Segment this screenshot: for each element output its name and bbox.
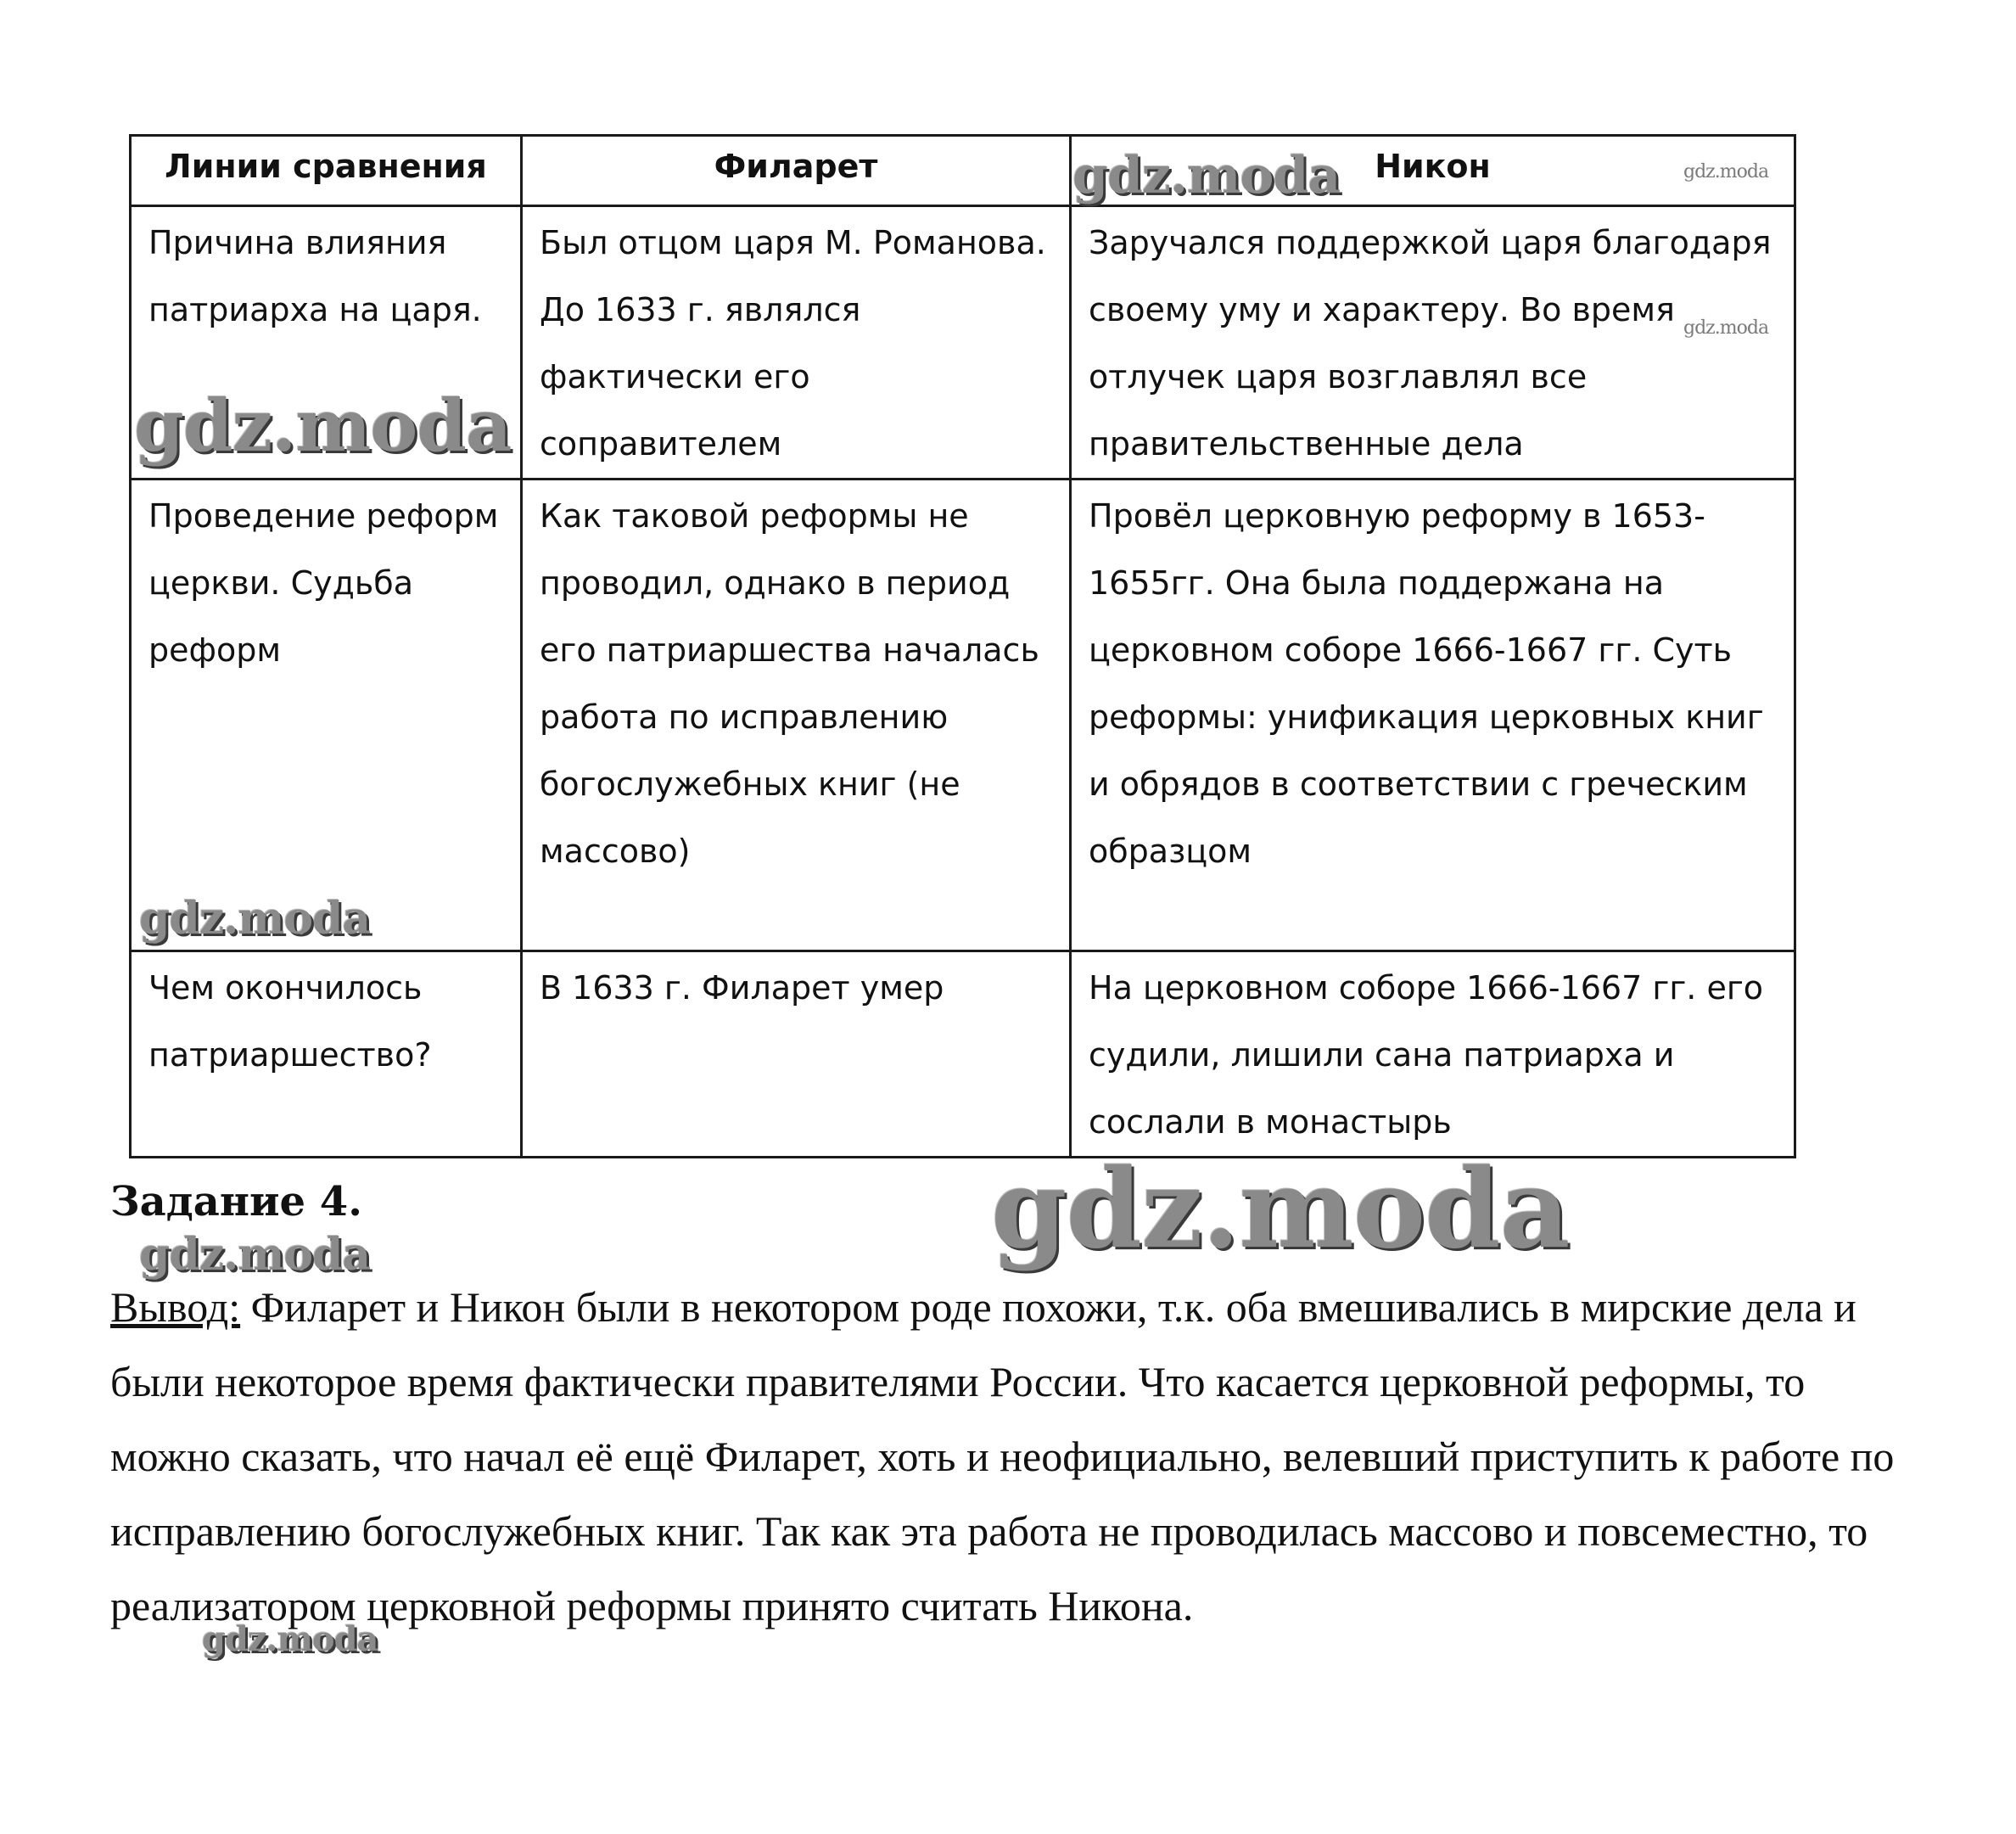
table-header-row <box>131 136 1795 206</box>
nikon-cell <box>1071 480 1795 951</box>
nikon-cell <box>1071 951 1795 1158</box>
header-nikon: Никон <box>1071 136 1795 206</box>
conclusion-label: Вывод: <box>110 1283 241 1331</box>
watermark: gdz.moda <box>1683 317 1769 339</box>
filaret-text: Был отцом царя М. Романова. До 1633 г. являлся фактически его соправителем <box>540 224 1046 463</box>
watermark: gdz.moda <box>991 1146 1570 1273</box>
criterion-text: Проведение реформ церкви. Судьба реформ <box>148 497 499 669</box>
filaret-text: В 1633 г. Филарет умер <box>540 969 944 1007</box>
nikon-text: Заручался поддержкой царя благодаря своему уму и характеру. Во время отлучек царя возглавлял все правительственные дела <box>1089 224 1772 463</box>
criterion-cell <box>131 206 522 480</box>
watermark: gdz.moda <box>1072 146 1341 205</box>
conclusion-paragraph <box>110 1270 1909 1643</box>
nikon-text: Провёл церковную реформу в 1653-1655гг. Она была поддержана на церковном соборе 1666-1667 гг. Суть реформы: унификация церковных книг и обрядов в соответствии с греческим образцом <box>1089 497 1764 870</box>
filaret-cell <box>522 480 1071 951</box>
table-row <box>131 480 1795 951</box>
filaret-cell <box>522 951 1071 1158</box>
watermark: gdz.moda <box>1683 161 1769 182</box>
criterion-cell <box>131 480 522 951</box>
watermark: gdz.moda <box>139 1229 371 1281</box>
criterion-cell <box>131 951 522 1158</box>
conclusion-text: Филарет и Никон были в некотором роде похожи, т.к. оба вмешивались в мирские дела и были некоторое время фактически правителями России. Что касается церковной реформы, то можно сказать, что начал её ещё Филарет, хоть и неофициально, велевший приступить к работе по исправлению богослужебных книг. Так как эта работа не проводилась массово и повсеместно, то реализатором церковной реформы принято считать Никона. <box>110 1283 1895 1629</box>
nikon-text: На церковном соборе 1666-1667 гг. его судили, лишили сана патриарха и сослали в монастырь <box>1089 969 1764 1141</box>
table-row <box>131 206 1795 480</box>
task-title: Задание 4. <box>110 1178 362 1225</box>
comparison-table <box>129 134 1796 1158</box>
table-row <box>131 951 1795 1158</box>
watermark: gdz.moda <box>134 384 512 468</box>
criterion-text: Чем окончилось патриаршество? <box>148 969 432 1074</box>
filaret-cell <box>522 206 1071 480</box>
header-filaret: Филарет <box>522 136 1071 206</box>
nikon-cell <box>1071 206 1795 480</box>
criterion-text: Причина влияния патриарха на царя. <box>148 224 482 328</box>
watermark: gdz.moda <box>202 1619 378 1659</box>
watermark: gdz.moda <box>139 893 371 945</box>
filaret-text: Как таковой реформы не проводил, однако в период его патриаршества началась работа по исправлению богослужебных книг (не массово) <box>540 497 1039 870</box>
header-criterion: Линии сравнения <box>131 136 522 206</box>
